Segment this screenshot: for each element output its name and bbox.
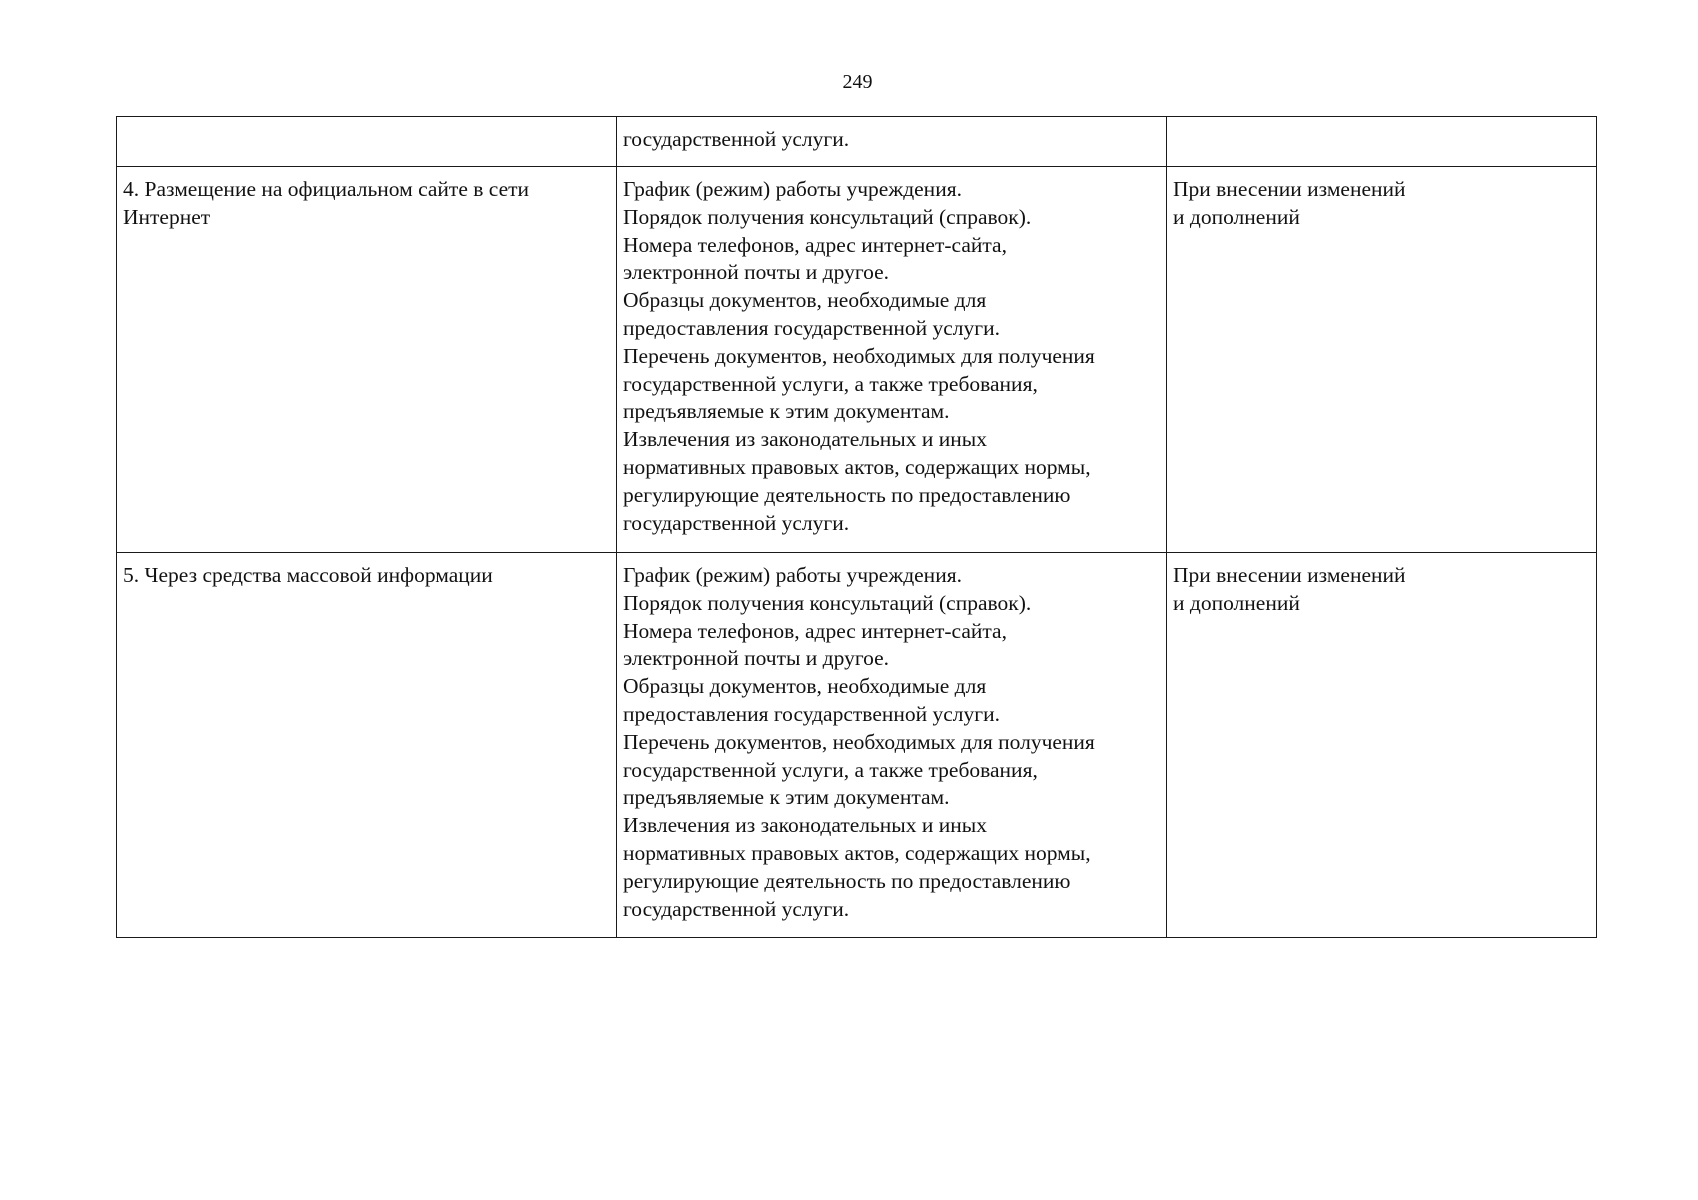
table-row xyxy=(117,117,1597,167)
cell-line: График (режим) работы учреждения. xyxy=(623,177,962,201)
table-cell-method xyxy=(117,167,617,553)
cell-line: При внесении изменений xyxy=(1173,177,1406,201)
cell-line: электронной почты и другое. xyxy=(623,646,890,671)
cell-line: нормативных правовых актов, содержащих нормы, xyxy=(623,454,1091,479)
cell-line: Интернет xyxy=(123,204,211,229)
document-table xyxy=(116,116,1597,938)
table-cell-deadline xyxy=(1167,167,1597,553)
cell-line: Порядок получения консультаций (справок). xyxy=(623,204,1032,229)
cell-line: Номера телефонов, адрес интернет-сайта, xyxy=(623,232,1007,257)
page-number: 249 xyxy=(842,71,873,93)
cell-line: Номера телефонов, адрес интернет-сайта, xyxy=(623,618,1007,643)
cell-line: государственной услуги. xyxy=(623,896,850,921)
cell-line: Перечень документов, необходимых для получения xyxy=(623,343,1095,368)
table-cell-method xyxy=(117,117,617,167)
cell-line: Образцы документов, необходимые для xyxy=(623,288,987,313)
cell-line: нормативных правовых актов, содержащих нормы, xyxy=(623,840,1091,865)
table-cell-method xyxy=(117,553,617,938)
cell-line: Извлечения из законодательных и иных xyxy=(623,427,987,452)
cell-line: 5. Через средства массовой информации xyxy=(123,563,493,587)
cell-line: Образцы документов, необходимые для xyxy=(623,674,987,699)
cell-line: регулирующие деятельность по предоставлению xyxy=(623,482,1071,507)
cell-line: 4. Размещение на официальном сайте в сети xyxy=(123,177,530,201)
cell-line: государственной услуги. xyxy=(623,510,850,535)
table-cell-content xyxy=(617,117,1167,167)
table-cell-deadline xyxy=(1167,117,1597,167)
table-cell-deadline xyxy=(1167,553,1597,938)
cell-line: Порядок получения консультаций (справок). xyxy=(623,590,1032,615)
table-cell-content xyxy=(617,167,1167,553)
cell-line: государственной услуги, а также требования, xyxy=(623,371,1038,396)
cell-line: и дополнений xyxy=(1173,204,1300,229)
table-row xyxy=(117,553,1597,938)
cell-line: электронной почты и другое. xyxy=(623,260,890,285)
cell-line: Перечень документов, необходимых для получения xyxy=(623,729,1095,754)
cell-line: предоставления государственной услуги. xyxy=(623,701,1000,726)
table-row xyxy=(117,167,1597,553)
cell-line: При внесении изменений xyxy=(1173,563,1406,587)
table-cell-content xyxy=(617,553,1167,938)
cell-line: График (режим) работы учреждения. xyxy=(623,563,962,587)
cell-line: государственной услуги. xyxy=(623,127,850,151)
cell-line: предъявляемые к этим документам. xyxy=(623,785,950,810)
cell-line: предоставления государственной услуги. xyxy=(623,315,1000,340)
cell-line: и дополнений xyxy=(1173,590,1300,615)
cell-line: государственной услуги, а также требования, xyxy=(623,757,1038,782)
cell-line: предъявляемые к этим документам. xyxy=(623,399,950,424)
cell-line: регулирующие деятельность по предоставлению xyxy=(623,868,1071,893)
cell-line: Извлечения из законодательных и иных xyxy=(623,813,987,838)
